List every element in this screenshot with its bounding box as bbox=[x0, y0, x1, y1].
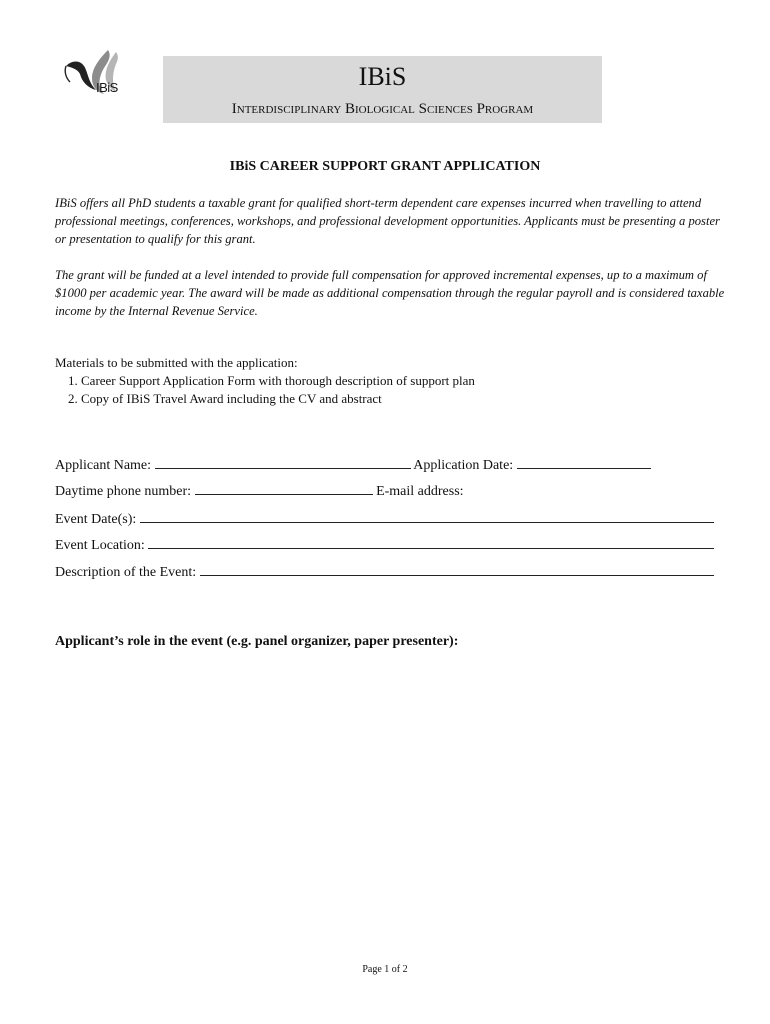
daytime-phone-label: Daytime phone number: bbox=[55, 484, 192, 499]
ibis-logo bbox=[58, 48, 138, 104]
page-number: Page 1 of 2 bbox=[362, 964, 408, 975]
header-subtitle: Interdisciplinary Biological Sciences Program bbox=[231, 101, 534, 117]
header-title: IBiS bbox=[358, 62, 407, 91]
event-description-row bbox=[55, 562, 714, 582]
logo-text: IBiS bbox=[96, 80, 118, 95]
event-description-label: Description of the Event: bbox=[55, 565, 197, 580]
list-item: 2. Copy of IBiS Travel Award including the CV and abstract bbox=[81, 390, 475, 408]
materials-section bbox=[55, 354, 475, 408]
ibis-bird-icon bbox=[58, 48, 138, 104]
header-banner bbox=[163, 56, 602, 123]
applicant-name-row bbox=[55, 455, 651, 475]
materials-list bbox=[55, 372, 475, 408]
intro-paragraph: IBiS offers all PhD students a taxable grant for qualified short-term dependent care expenses incurred when travelling to attend professional meetings, conferences, workshops, and professional development opportunities. Applicants must be presenting a poster or presentation to qualify for this grant. bbox=[55, 196, 720, 246]
contact-row bbox=[55, 481, 464, 501]
applicant-name-label: Applicant Name: bbox=[55, 458, 152, 473]
materials-intro: Materials to be submitted with the application: bbox=[55, 355, 298, 370]
list-item: 1. Career Support Application Form with thorough description of support plan bbox=[81, 372, 475, 390]
role-heading: Applicant’s role in the event (e.g. panel organizer, paper presenter): bbox=[55, 634, 459, 649]
event-description-field[interactable] bbox=[200, 562, 714, 576]
event-location-field[interactable] bbox=[148, 535, 714, 549]
event-dates-label: Event Date(s): bbox=[55, 512, 137, 527]
application-date-label: Application Date: bbox=[413, 458, 514, 473]
event-dates-row bbox=[55, 509, 714, 529]
event-location-row bbox=[55, 535, 714, 555]
event-dates-field[interactable] bbox=[140, 509, 714, 523]
event-location-label: Event Location: bbox=[55, 538, 145, 553]
daytime-phone-field[interactable] bbox=[195, 481, 373, 495]
funding-paragraph: The grant will be funded at a level intended to provide full compensation for approved incremental expenses, up to a maximum of $1000 per academic year. The award will be made as additional compensation through the regular payroll and is considered taxable income by the Internal Revenue Service. bbox=[55, 268, 725, 318]
email-label: E-mail address: bbox=[376, 484, 464, 499]
applicant-name-field[interactable] bbox=[155, 455, 411, 469]
application-date-field[interactable] bbox=[517, 455, 651, 469]
document-title: IBiS CAREER SUPPORT GRANT APPLICATION bbox=[229, 159, 541, 174]
